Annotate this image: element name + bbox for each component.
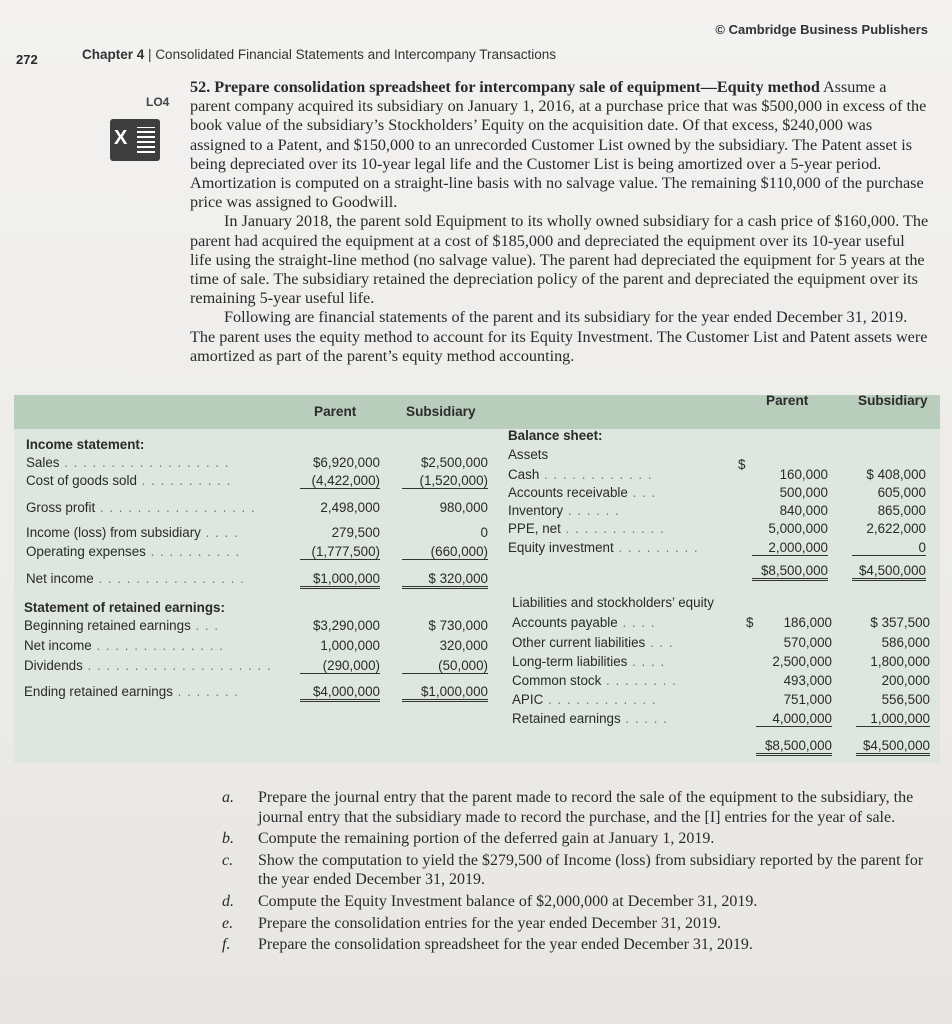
parent-value: 1,000,000 [320, 638, 380, 653]
row-label-text: Ending retained earnings [24, 684, 173, 699]
chapter-label: Chapter 4 [82, 47, 145, 62]
copyright-notice: © Cambridge Business Publishers [715, 22, 928, 37]
subsidiary-value: $ 730,000 [428, 618, 488, 633]
requirement-letter: b. [222, 830, 234, 848]
leader-dots: . . . . . . . . . . . . [539, 467, 653, 482]
requirement-item [222, 914, 937, 934]
row-label-text: Inventory [508, 503, 564, 518]
assets-heading: Assets [508, 447, 549, 462]
row-label [512, 635, 674, 650]
row-label [24, 638, 224, 653]
leader-dots: . . . . . . . [172, 684, 239, 699]
chapter-separator: | [148, 47, 156, 62]
row-label-text: Net income [26, 571, 94, 586]
dollar-sign: $ [738, 457, 746, 472]
requirement-letter: e. [222, 914, 234, 932]
row-label [512, 673, 677, 688]
parent-value: 2,000,000 [752, 540, 828, 556]
subsidiary-value: (660,000) [402, 544, 488, 560]
row-label-text: Beginning retained earnings [24, 618, 191, 633]
problem-body-1: Assume a parent company acquired its subsidiary on January 1, 2016, at a purchase price that was $500,000 in excess of the book value of the subsidiary’s Stockholders’ Equity on the acquisition date. Of that excess, $240,000 was assigned to a Patent, and $150,000 to an unrecorded Customer List owned by the subsidiary. The Patent asset is being depreciated over its 10-year legal life and the Customer List is being amortized over a 5-year period. Amortization is computed on a straight-line basis with no salvage value. The remaining $110,000 of the purchase price was assigned to Goodwill. [190, 78, 927, 212]
leader-dots: . . . . . . . . . [613, 540, 699, 555]
subsidiary-value: $ 408,000 [866, 467, 926, 482]
subsidiary-value: 556,500 [881, 692, 930, 707]
requirement-item [222, 851, 937, 890]
requirement-item [222, 829, 937, 849]
requirement-text: Prepare the journal entry that the parent made to record the sale of the equipment to the subsidiary, the journal entry that the subsidiary made to record the purchase, and the [I] entries for the year of sale. [258, 789, 914, 826]
row-label [508, 485, 656, 500]
row-label-text: Cash [508, 467, 540, 482]
row-label [24, 684, 239, 699]
leader-dots: . . . . . . . . . . [145, 544, 241, 559]
row-label-text: Long-term liabilities [512, 654, 628, 669]
retained-earnings-heading: Statement of retained earnings: [24, 600, 225, 615]
parent-value: $3,290,000 [312, 618, 380, 633]
problem-title: Prepare consolidation spreadsheet for intercompany sale of equipment—Equity method [214, 78, 820, 96]
subsidiary-value: 200,000 [881, 673, 930, 688]
requirement-item [222, 935, 937, 955]
leader-dots: . . . . [617, 615, 656, 630]
dollar-sign: $ [746, 615, 754, 630]
parent-value: 186,000 [783, 615, 832, 630]
right-parent-heading: Parent [766, 393, 809, 408]
leader-dots: . . . . . . . . . . [136, 473, 232, 488]
row-label [512, 615, 655, 630]
left-parent-heading: Parent [314, 404, 357, 419]
leader-dots: . . . . . . . . . . . . . . . . . . [59, 455, 230, 470]
row-label [508, 521, 665, 536]
row-label-text: Equity investment [508, 540, 614, 555]
parent-value: 500,000 [779, 485, 828, 500]
parent-value: 5,000,000 [768, 521, 828, 536]
parent-value: $1,000,000 [300, 571, 380, 589]
subsidiary-value: $ 357,500 [870, 615, 930, 630]
subsidiary-value: $1,000,000 [402, 684, 488, 702]
requirement-letter: d. [222, 892, 234, 910]
subsidiary-value: $ 320,000 [402, 571, 488, 589]
problem-paragraph-1 [190, 78, 930, 212]
left-subsidiary-heading: Subsidiary [406, 404, 476, 419]
subsidiary-value: 605,000 [877, 485, 926, 500]
parent-value: 840,000 [779, 503, 828, 518]
chapter-header [82, 47, 556, 62]
total-liabilities-parent: $8,500,000 [756, 738, 832, 756]
row-label [512, 654, 665, 669]
requirement-text: Compute the Equity Investment balance of $2,000,000 at December 31, 2019. [258, 892, 758, 910]
parent-value: 751,000 [783, 692, 832, 707]
chapter-title: Consolidated Financial Statements and Intercompany Transactions [155, 47, 557, 62]
row-label-text: Operating expenses [26, 544, 146, 559]
parent-value: $4,000,000 [300, 684, 380, 702]
row-label-text: Other current liabilities [512, 635, 646, 650]
requirements-list [222, 788, 937, 957]
row-label [508, 503, 620, 518]
financial-statements-table [14, 395, 940, 763]
requirement-letter: f. [222, 936, 231, 954]
total-assets-parent: $8,500,000 [752, 563, 828, 581]
parent-value: 2,498,000 [320, 500, 380, 515]
leader-dots: . . . . . . . . . . . . [543, 692, 657, 707]
parent-value: $6,920,000 [312, 455, 380, 470]
leader-dots: . . . . . . . . . . . . . . . . . . . . [82, 658, 272, 673]
requirement-letter: a. [222, 789, 234, 806]
parent-value: 2,500,000 [772, 654, 832, 669]
row-label [26, 571, 245, 586]
leader-dots: . . . [190, 618, 220, 633]
problem-number: 52. [190, 78, 211, 96]
total-assets-subsidiary: $4,500,000 [852, 563, 926, 581]
requirement-text: Prepare the consolidation entries for the year ended December 31, 2019. [258, 914, 721, 932]
subsidiary-value: (1,520,000) [402, 473, 488, 489]
leader-dots: . . . . . . . . . . . . . . . . [93, 571, 245, 586]
requirement-text: Show the computation to yield the $279,500 of Income (loss) from subsidiary reported by the parent for the year ended December 31, 2019. [258, 851, 924, 889]
subsidiary-value: 586,000 [881, 635, 930, 650]
row-label [26, 525, 239, 540]
problem-text [190, 78, 930, 366]
row-label [508, 467, 653, 482]
parent-value: 493,000 [783, 673, 832, 688]
leader-dots: . . . . . [620, 711, 668, 726]
parent-value: (290,000) [300, 658, 380, 674]
leader-dots: . . . [627, 485, 657, 500]
right-subsidiary-heading: Subsidiary [858, 393, 928, 408]
subsidiary-value: 320,000 [439, 638, 488, 653]
subsidiary-value: $2,500,000 [420, 455, 488, 470]
leader-dots: . . . . . . . . [601, 673, 677, 688]
requirement-item [222, 788, 937, 827]
requirement-item [222, 892, 937, 912]
income-statement-heading: Income statement: [26, 437, 145, 452]
row-label-text: APIC [512, 692, 544, 707]
row-label-text: PPE, net [508, 521, 561, 536]
row-label-text: Cost of goods sold [26, 473, 137, 488]
row-label [26, 455, 229, 470]
subsidiary-value: (50,000) [402, 658, 488, 674]
row-label-text: Income (loss) from subsidiary [26, 525, 201, 540]
row-label-text: Sales [26, 455, 60, 470]
row-label [26, 544, 240, 559]
leader-dots: . . . . . . [563, 503, 620, 518]
requirement-text: Compute the remaining portion of the deferred gain at January 1, 2019. [258, 830, 715, 848]
parent-value: 570,000 [783, 635, 832, 650]
row-label [26, 473, 231, 488]
parent-value: 160,000 [779, 467, 828, 482]
subsidiary-value: 0 [852, 540, 926, 556]
leader-dots: . . . . . . . . . . . . . . . . . [95, 500, 256, 515]
leader-dots: . . . . [627, 654, 666, 669]
subsidiary-value: 980,000 [439, 500, 488, 515]
liabilities-heading: Liabilities and stockholders’ equity [512, 595, 714, 610]
subsidiary-value: 865,000 [877, 503, 926, 518]
row-label-text: Net income [24, 638, 92, 653]
leader-dots: . . . . . . . . . . . . . . [91, 638, 224, 653]
row-label-text: Common stock [512, 673, 602, 688]
row-label-text: Gross profit [26, 500, 96, 515]
total-liabilities-subsidiary: $4,500,000 [856, 738, 930, 756]
requirement-text: Prepare the consolidation spreadsheet for the year ended December 31, 2019. [258, 936, 753, 954]
leader-dots: . . . [645, 635, 674, 650]
row-label [26, 500, 256, 515]
subsidiary-value: 1,800,000 [870, 654, 930, 669]
row-label-text: Accounts receivable [508, 485, 628, 500]
problem-paragraph-3: Following are financial statements of the parent and its subsidiary for the year ended December 31, 2019. The parent uses the equity method to account for its Equity Investment. The Customer List and Patent assets were amortized as part of the parent’s equity method accounting. [190, 308, 928, 365]
subsidiary-value: 0 [480, 525, 488, 540]
parent-value: (4,422,000) [300, 473, 380, 489]
parent-value: 4,000,000 [756, 711, 832, 727]
row-label [512, 711, 668, 726]
row-label [24, 658, 272, 673]
leader-dots: . . . . . . . . . . . [560, 521, 665, 536]
page-number: 272 [16, 52, 38, 67]
requirement-letter: c. [222, 851, 234, 869]
row-label [508, 540, 699, 555]
row-label-text: Accounts payable [512, 615, 618, 630]
parent-value: 279,500 [331, 525, 380, 540]
excel-grid-glyph [137, 127, 155, 153]
excel-icon [110, 119, 160, 161]
excel-x-glyph: X [114, 127, 128, 149]
subsidiary-value: 1,000,000 [856, 711, 930, 727]
problem-paragraph-2: In January 2018, the parent sold Equipment to its wholly owned subsidiary for a cash price of $160,000. The parent had acquired the equipment at a cost of $185,000 and depreciated the equipment over its 10-year useful life using the straight-line method (no salvage value). The parent had depreciated the equipment for 5 years at the time of sale. The subsidiary retained the depreciation policy of the parent and depreciated the equipment over its remaining 5-year useful life. [190, 212, 929, 308]
leader-dots: . . . . [200, 525, 239, 540]
learning-objective: LO4 [146, 95, 170, 109]
row-label-text: Retained earnings [512, 711, 621, 726]
row-label [512, 692, 657, 707]
balance-sheet-heading: Balance sheet: [508, 428, 603, 443]
parent-value: (1,777,500) [300, 544, 380, 560]
row-label-text: Dividends [24, 658, 83, 673]
row-label [24, 618, 219, 633]
subsidiary-value: 2,622,000 [866, 521, 926, 536]
